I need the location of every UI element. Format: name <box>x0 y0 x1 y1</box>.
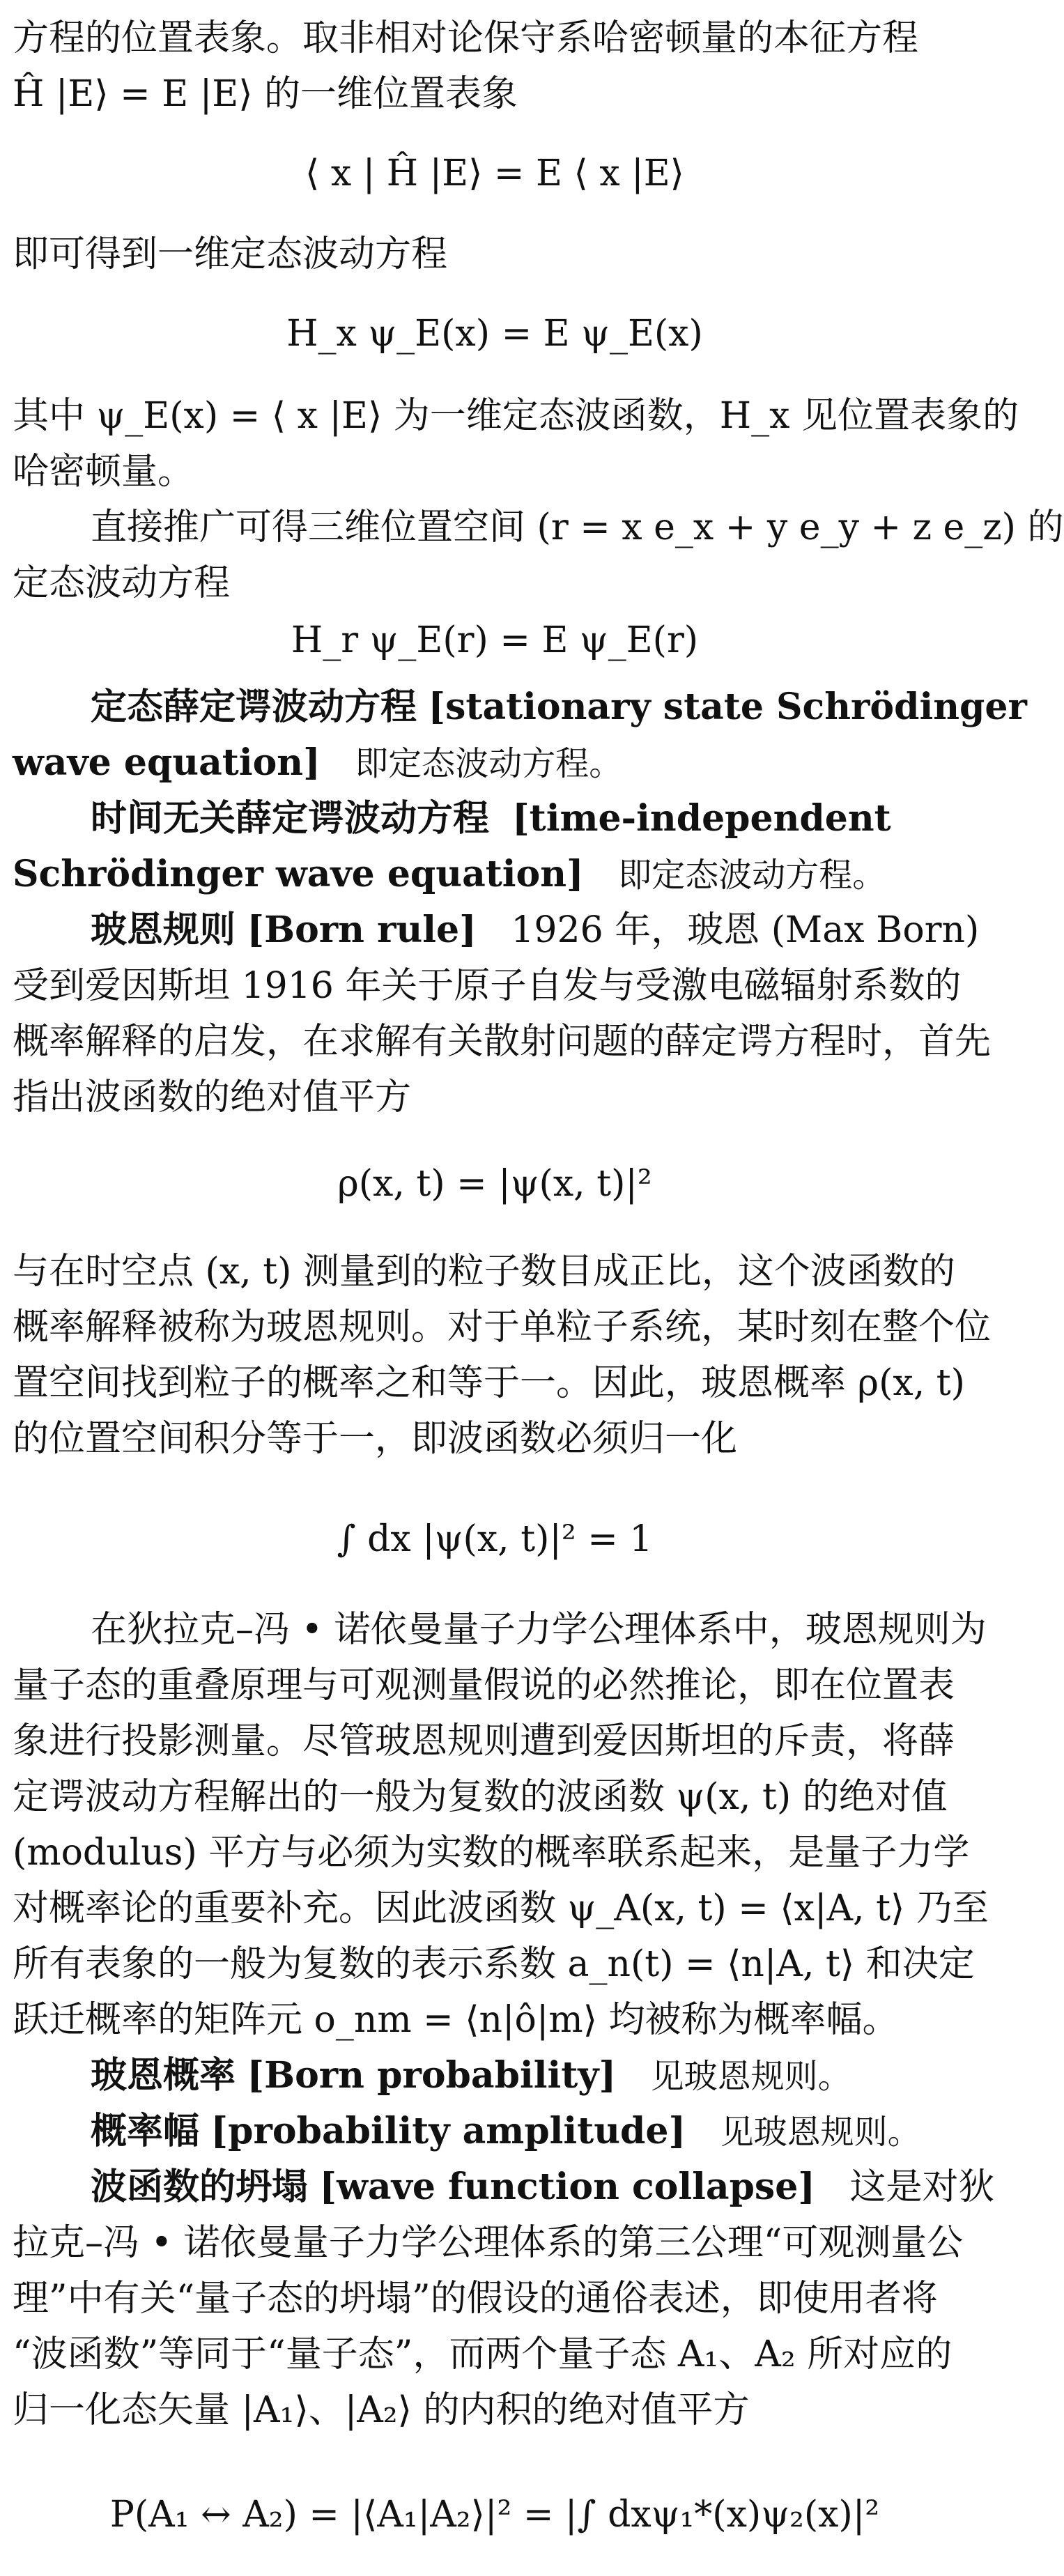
text-line: 概率解释被称为玻恩规则。对于单粒子系统，某时刻在整个位 <box>13 1306 992 1348</box>
text-line: 其中 ψ_E(x) = ⟨ x |E⟩ 为一维定态波函数，H_x 见位置表象的 <box>13 395 1019 437</box>
text-line: 的位置空间积分等于一，即波函数必须归一化 <box>13 1418 738 1460</box>
entry-english: [probability amplitude] <box>210 2110 686 2152</box>
entry-term: 定态薛定谔波动方程 <box>91 686 417 728</box>
entry-english: [Born rule] <box>247 909 477 951</box>
entry-term: 波函数的坍塌 <box>91 2166 309 2208</box>
text-line: “波函数”等同于“量子态”，而两个量子态 A₁、A₂ 所对应的 <box>13 2334 953 2375</box>
equation: ρ(x, t) = |ψ(x, t)|² <box>337 1163 652 1205</box>
entry-term: 概率幅 <box>91 2111 200 2152</box>
entry-heading <box>91 2160 995 2214</box>
entry-line <box>13 736 977 791</box>
cross-reference: 即定态波动方程。 <box>618 856 886 895</box>
text-line: 象进行投影测量。尽管玻恩规则遭到爱因斯坦的斥责，将薛 <box>13 1720 955 1762</box>
equation: H_x ψ_E(x) = E ψ_E(x) <box>286 313 703 355</box>
entry-english: wave equation] <box>13 741 321 784</box>
entry-heading <box>91 2104 977 2159</box>
equation: H_r ψ_E(r) = E ψ_E(r) <box>291 619 699 661</box>
text-line: 受到爱因斯坦 1916 年关于原子自发与受激电磁辐射系数的 <box>13 965 962 1007</box>
text-line: 置空间找到粒子的概率之和等于一。因此，玻恩概率 ρ(x, t) <box>13 1362 965 1404</box>
equation: P(A₁ ↔ A₂) = |⟨A₁|A₂⟩|² = |∫ dxψ₁*(x)ψ₂(x)|² <box>109 2494 880 2536</box>
cross-reference: 即定态波动方程。 <box>355 744 623 783</box>
entry-term: 玻恩概率 <box>91 2055 236 2097</box>
text-line: 所有表象的一般为复数的表示系数 a_n(t) = ⟨n|A, t⟩ 和决定 <box>13 1943 975 1985</box>
entry-english: [Born probability] <box>247 2054 617 2097</box>
text-line: 与在时空点 (x, t) 测量到的粒子数目成正比，这个波函数的 <box>13 1251 955 1293</box>
text-line: Ĥ |E⟩ = E |E⟩ 的一维位置表象 <box>13 73 518 115</box>
text-line: 归一化态矢量 |A₁⟩、|A₂⟩ 的内积的绝对值平方 <box>13 2389 750 2431</box>
text-line: 在狄拉克–冯 • 诺依曼量子力学公理体系中，玻恩规则为 <box>91 1609 987 1651</box>
equation: ⟨ x | Ĥ |E⟩ = E ⟨ x |E⟩ <box>305 153 684 194</box>
text-line: 即可得到一维定态波动方程 <box>13 233 448 275</box>
text-line: 量子态的重叠原理与可观测量假说的必然推论，即在位置表 <box>13 1665 955 1706</box>
entry-heading <box>91 792 977 846</box>
body-text: 1926 年，玻恩 (Max Born) <box>511 909 980 951</box>
entry-heading <box>91 903 980 957</box>
text-line: 概率解释的启发，在求解有关散射问题的薛定谔方程时，首先 <box>13 1021 992 1063</box>
entry-heading <box>91 680 1027 734</box>
body-text: 这是对狄 <box>849 2166 995 2208</box>
text-line: 拉克–冯 • 诺依曼量子力学公理体系的第三公理“可观测量公 <box>13 2222 964 2264</box>
text-line: 方程的位置表象。取非相对论保守系哈密顿量的本征方程 <box>13 17 919 59</box>
equation: ∫ dx |ψ(x, t)|² = 1 <box>337 1518 653 1560</box>
text-line: 哈密顿量。 <box>13 451 194 493</box>
entry-english: Schrödinger wave equation] <box>13 853 584 895</box>
entry-english: [wave function collapse] <box>319 2166 815 2208</box>
text-line: 定态波动方程 <box>13 562 231 604</box>
cross-reference: 见玻恩规则。 <box>650 2057 851 2096</box>
entry-term: 玻恩规则 <box>91 909 236 951</box>
entry-heading <box>91 2049 977 2104</box>
text-line: (modulus) 平方与必须为实数的概率联系起来，是量子力学 <box>13 1832 970 1874</box>
text-line: 直接推广可得三维位置空间 (r = x e_x + y e_y + z e_z) 的 <box>91 507 1064 548</box>
entry-line <box>13 847 977 902</box>
text-line: 对概率论的重要补充。因此波函数 ψ_A(x, t) = ⟨x|A, t⟩ 乃至 <box>13 1888 989 1929</box>
text-line: 跃迁概率的矩阵元 o_nm = ⟨n|ô|m⟩ 均被称为概率幅。 <box>13 1999 899 2041</box>
entry-term: 时间无关薛定谔波动方程 <box>91 798 490 840</box>
entry-english: [time-independent <box>512 797 891 840</box>
text-line: 理”中有关“量子态的坍塌”的假设的通俗表述，即使用者将 <box>13 2278 938 2320</box>
entry-english: [stationary state Schrödinger <box>428 686 1027 728</box>
text-line: 定谔波动方程解出的一般为复数的波函数 ψ(x, t) 的绝对值 <box>13 1776 948 1818</box>
text-line: 指出波函数的绝对值平方 <box>13 1077 412 1118</box>
cross-reference: 见玻恩规则。 <box>720 2113 921 2152</box>
